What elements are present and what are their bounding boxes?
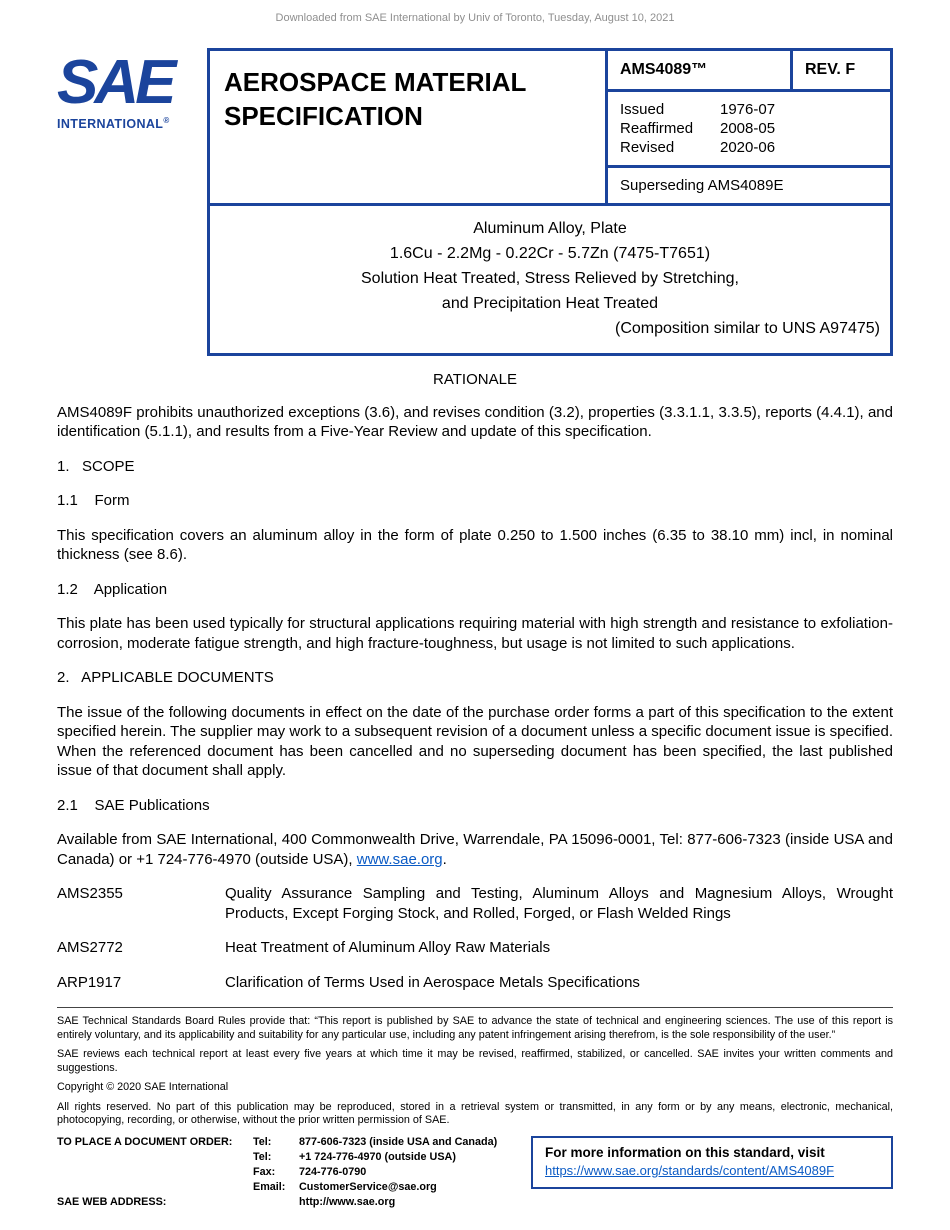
- title-line-2: 1.6Cu - 2.2Mg - 0.22Cr - 5.7Zn (7475-T7651): [389, 245, 711, 262]
- footer-board-rules: SAE Technical Standards Board Rules provide that: “This report is published by SAE to advance the state of technical and engineering sciences. The use of this report is entirely voluntary, and its applicability and suitability for any particular use, including any patent infringement arising therefrom, is the sole responsibility of the user.”: [57, 1015, 893, 1041]
- sae-publications-text-end: .: [442, 850, 447, 868]
- sae-publications-text: Available from SAE International, 400 Commonwealth Drive, Warrendale, PA 15096-0001, Tel: 877-606-7323 (inside USA and Canada) or +1 724-776-4970 (outside USA),: [57, 831, 893, 868]
- title-line-3: Solution Heat Treated, Stress Relieved by Stretching,: [361, 270, 739, 287]
- tel-value-2: +1 724-776-4970 (outside USA): [299, 1150, 456, 1163]
- footer-review-note: SAE reviews each technical report at least every five years at which time it may be revised, reaffirmed, stabilized, or cancelled. SAE invites your written comments and suggestions.: [57, 1048, 893, 1074]
- fax-value: 724-776-0790: [299, 1165, 367, 1178]
- sae-logo-text: SAE: [57, 48, 173, 117]
- section-1-heading: 1. SCOPE: [57, 457, 135, 475]
- footer-rights: All rights reserved. No part of this publication may be reproduced, stored in a retrieval system or transmitted, in any form or by any means, electronic, mechanical, photocopying, recording, or otherwise, without the prior written permission of SAE.: [57, 1100, 893, 1126]
- header-box: [207, 48, 893, 356]
- reaffirmed-date: 2008-05: [720, 120, 776, 137]
- issued-label: Issued: [620, 101, 665, 118]
- date-row-issued: [620, 100, 878, 119]
- dates-block: [608, 92, 890, 165]
- sae-org-link[interactable]: www.sae.org: [356, 850, 443, 868]
- revised-date: 2020-06: [720, 139, 776, 156]
- tel-label-1: Tel:: [253, 1135, 272, 1148]
- document-type-title: AEROSPACE MATERIAL SPECIFICATION: [210, 51, 608, 203]
- document-number: AMS4089™: [620, 61, 708, 78]
- order-grid-spacer: [57, 1166, 253, 1179]
- header-meta-column: [608, 51, 890, 203]
- issued-date: 1976-07: [720, 101, 776, 118]
- order-grid-spacer: [57, 1181, 253, 1194]
- info-box-text: For more information on this standard, visit: [545, 1144, 825, 1160]
- sae-logo-subtitle-text: INTERNATIONAL: [57, 117, 164, 132]
- order-section: [57, 1136, 893, 1209]
- header-top: [210, 51, 890, 206]
- download-notice: Downloaded from SAE International by Univ of Toronto, Tuesday, August 10, 2021: [275, 12, 675, 24]
- order-label: TO PLACE A DOCUMENT ORDER:: [57, 1135, 233, 1148]
- sae-logo: [57, 48, 207, 356]
- reference-code: AMS2355: [57, 885, 123, 902]
- order-grid-spacer: [57, 1151, 253, 1164]
- reference-code: AMS2772: [57, 939, 123, 956]
- web-address-value: http://www.sae.org: [299, 1195, 396, 1208]
- footer-copyright: Copyright © 2020 SAE International: [57, 1081, 229, 1093]
- web-address-label: SAE WEB ADDRESS:: [57, 1195, 167, 1208]
- reference-row-ams2355: [57, 884, 893, 923]
- superseding-note: Superseding AMS4089E: [608, 165, 890, 203]
- revision-label: REV. F: [790, 51, 890, 89]
- tel-label-2: Tel:: [253, 1150, 272, 1163]
- email-label: Email:: [253, 1180, 286, 1193]
- specification-title-block: [210, 206, 890, 353]
- rationale-paragraph: AMS4089F prohibits unauthorized exceptions (3.6), and revises condition (3.2), properties (3.3.1.1, 3.3.5), reports (4.4.1), and identification (5.1.1), and results from a Five-Year Review and update of this specification.: [57, 403, 893, 440]
- revised-label: Revised: [620, 139, 675, 156]
- section-1-1-heading: 1.1 Form: [57, 492, 130, 509]
- title-line-1: Aluminum Alloy, Plate: [473, 220, 627, 237]
- section-2-paragraph: The issue of the following documents in effect on the date of the purchase order forms a part of this specification to the extent specified herein. The supplier may work to a subsequent revision of a document unless a specific document issue is specified. When the referenced document has been cancelled and no superseding document has been specified, the last published issue of that document shall apply.: [57, 703, 894, 779]
- reference-title: Heat Treatment of Aluminum Alloy Raw Materials: [225, 939, 551, 956]
- order-grid-spacer: [253, 1196, 299, 1209]
- date-row-reaffirmed: [620, 119, 878, 138]
- email-value: CustomerService@sae.org: [299, 1180, 437, 1193]
- section-2-1-heading: 2.1 SAE Publications: [57, 796, 210, 814]
- reaffirmed-label: Reaffirmed: [620, 120, 694, 137]
- section-2-1-paragraph: [57, 830, 893, 869]
- document-body: [57, 370, 893, 992]
- section-1-2-paragraph: This plate has been used typically for structural applications requiring material with high strength and resistance to exfoliation-corrosion, moderate fatigue strength, and high fracture-toughness, but usage is not limited to such applications.: [57, 615, 893, 652]
- standard-info-box: [531, 1136, 893, 1189]
- reference-title: Quality Assurance Sampling and Testing, Aluminum Alloys and Magnesium Alloys, Wrought Products, Except Forging Stock, and Rolled, Forged, or Flash Welded Rings: [225, 885, 893, 922]
- rationale-heading: RATIONALE: [433, 371, 517, 388]
- order-grid: [57, 1136, 497, 1209]
- footer: [57, 1007, 893, 1208]
- section-1-2-heading: 1.2 Application: [57, 580, 168, 598]
- title-line-4: and Precipitation Heat Treated: [441, 295, 659, 312]
- header: [57, 48, 893, 356]
- fax-label: Fax:: [253, 1165, 276, 1178]
- section-1-1-paragraph: This specification covers an aluminum alloy in the form of plate 0.250 to 1.500 inches (6.35 to 38.10 mm) incl, in nominal thickness (see 8.6).: [57, 526, 893, 563]
- reference-code: ARP1917: [57, 973, 122, 991]
- registered-trademark-symbol: ®: [163, 116, 170, 125]
- date-row-revised: [620, 138, 878, 157]
- sae-logo-subtitle: [57, 116, 207, 131]
- composition-note: (Composition similar to UNS A97475): [615, 320, 880, 337]
- tel-value-1: 877-606-7323 (inside USA and Canada): [299, 1135, 498, 1148]
- doc-number-row: [608, 51, 890, 92]
- section-2-heading: 2. APPLICABLE DOCUMENTS: [57, 669, 274, 686]
- reference-row-ams2772: [57, 938, 893, 958]
- reference-title: Clarification of Terms Used in Aerospace Metals Specifications: [225, 973, 640, 991]
- reference-row-arp1917: [57, 973, 893, 993]
- standard-page-link[interactable]: https://www.sae.org/standards/content/AMS4089F: [545, 1162, 835, 1178]
